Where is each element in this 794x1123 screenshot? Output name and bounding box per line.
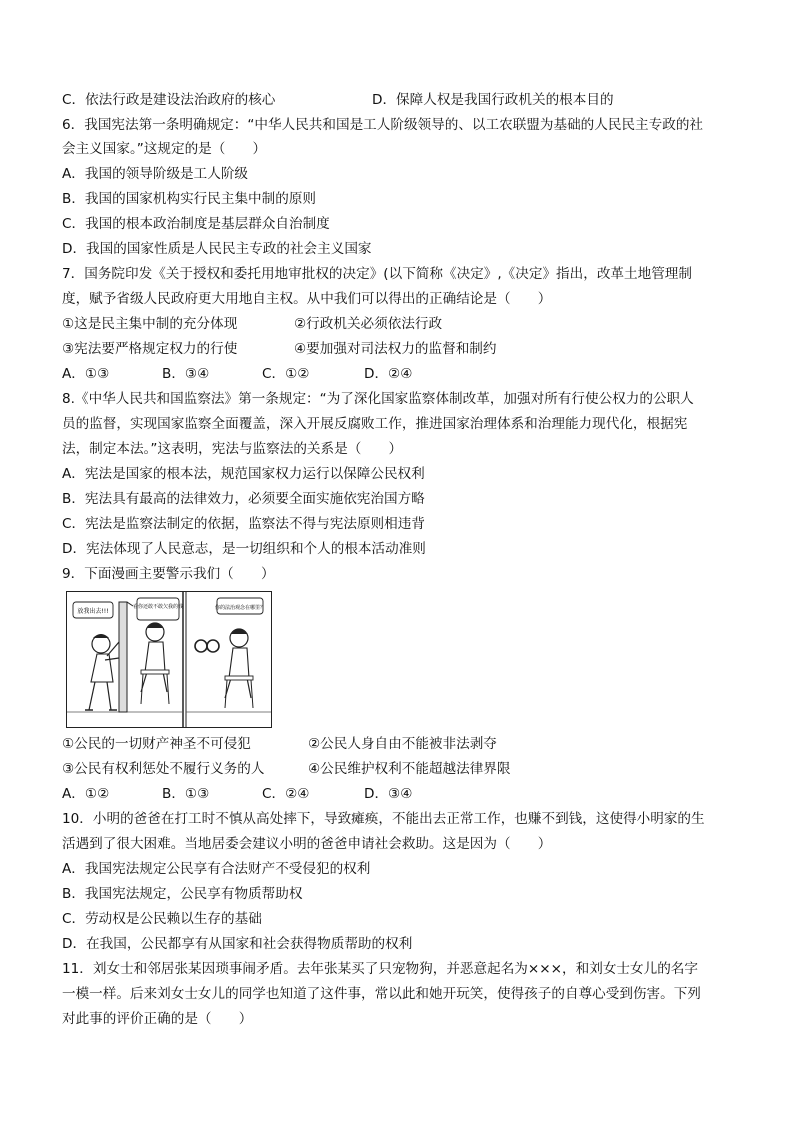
q8-option-a: A．宪法是国家的根本法，规范国家权力运行以保障公民权利 <box>62 466 425 482</box>
statement-4: ④要加强对司法权力的监督和制约 <box>294 341 497 357</box>
question-8-stem-cont1: 员的监督，实现国家监察全面覆盖，深入开展反腐败工作，推进国家治理体系和治理能力现代化，根据宪 <box>62 416 688 432</box>
statement-1: ①公民的一切财产神圣不可侵犯 <box>62 736 251 752</box>
q7-choices <box>62 364 413 384</box>
q8-option-d: D．宪法体现了人民意志，是一切组织和个人的根本活动准则 <box>62 541 426 557</box>
q9-statements-34 <box>62 759 511 779</box>
statement-3: ③公民有权利惩处不履行义务的人 <box>62 761 265 777</box>
question-7-stem-cont: 度，赋予省级人民政府更大用地自主权。从中我们可以得出的正确结论是（ ） <box>62 291 552 307</box>
q6-option-b: B．我国的国家机构实行民主集中制的原则 <box>62 191 317 207</box>
option-d: D．保障人权是我国行政机关的根本目的 <box>372 92 614 108</box>
q10-option-a: A．我国宪法规定公民享有合法财产不受侵犯的权利 <box>62 861 371 877</box>
q6-option-a: A．我国的领导阶级是工人阶级 <box>62 166 249 182</box>
statement-2: ②公民人身自由不能被非法剥夺 <box>308 736 497 752</box>
statement-3: ③宪法要严格规定权力的行使 <box>62 341 238 357</box>
question-6-stem: 6．我国宪法第一条明确规定：“中华人民共和国是工人阶级领导的、以工农联盟为基础的人民民主专政的社 <box>62 117 704 133</box>
question-11-stem-cont1: 一模一样。后来刘女士女儿的同学也知道了这件事，常以此和她开玩笑，使得孩子的自尊心受到伤害。下列 <box>62 986 701 1002</box>
q9-statements-12 <box>62 734 497 754</box>
q10-option-d: D．在我国，公民都享有从国家和社会获得物质帮助的权利 <box>62 936 413 952</box>
question-10-stem: 10．小明的爸爸在打工时不慎从高处摔下，导致瘫痪，不能出去正常工作，也赚不到钱，这使得小明家的生 <box>62 811 705 827</box>
statement-2: ②行政机关必须依法行政 <box>294 316 443 332</box>
comic-drawing <box>67 592 271 727</box>
choice-b: B．①③ <box>162 786 210 802</box>
q6-option-d: D．我国的国家性质是人民民主专政的社会主义国家 <box>62 241 372 257</box>
question-9-stem: 9．下面漫画主要警示我们（ ） <box>62 566 275 582</box>
choice-c: C．①② <box>262 366 310 382</box>
choice-d: D．③④ <box>364 786 413 802</box>
bubble-3-text: 你的法治观念在哪里？ <box>214 605 266 611</box>
statement-1: ①这是民主集中制的充分体现 <box>62 316 238 332</box>
question-11-stem: 11．刘女士和邻居张某因琐事闹矛盾。去年张某买了只宠物狗，并恶意起名为×××，和刘女士女儿的名字 <box>62 961 698 977</box>
q10-option-c: C．劳动权是公民赖以生存的基础 <box>62 911 262 927</box>
statement-4: ④公民维护权利不能超越法律界限 <box>308 761 511 777</box>
question-8-stem: 8.《中华人民共和国监察法》第一条规定：“为了深化国家监察体制改革，加强对所有行使公权力的公职人 <box>62 391 694 407</box>
q10-option-b: B．我国宪法规定，公民享有物质帮助权 <box>62 886 303 902</box>
q9-choices <box>62 784 413 804</box>
bubble-1-text: 放我出去!!! <box>77 608 109 615</box>
comic-illustration <box>66 591 272 728</box>
question-7-stem: 7．国务院印发《关于授权和委托用地审批权的决定》(以下简称《决定》,《决定》指出，改革土地管理制 <box>62 266 692 282</box>
bubble-2-text: 看你还敢不敢欠我的钱 <box>132 604 184 610</box>
choice-d: D．②④ <box>364 366 413 382</box>
question-11-stem-cont2: 对此事的评价正确的是（ ） <box>62 1011 253 1027</box>
question-6-stem-cont: 会主义国家。”这规定的是（ ） <box>62 141 267 157</box>
choice-a: A．①③ <box>62 366 110 382</box>
question-8-stem-cont2: 法，制定本法。”这表明，宪法与监察法的关系是（ ） <box>62 441 403 457</box>
choice-b: B．③④ <box>162 366 210 382</box>
option-c: C．依法行政是建设法治政府的核心 <box>62 92 276 108</box>
q5-options-cd <box>62 90 614 110</box>
q7-statements-12 <box>62 314 443 334</box>
q6-option-c: C．我国的根本政治制度是基层群众自治制度 <box>62 216 330 232</box>
choice-c: C．②④ <box>262 786 310 802</box>
question-10-stem-cont: 活遇到了很大困难。当地居委会建议小明的爸爸申请社会救助。这是因为（ ） <box>62 836 552 852</box>
q7-statements-34 <box>62 339 497 359</box>
choice-a: A．①② <box>62 786 110 802</box>
q8-option-b: B．宪法具有最高的法律效力，必须要全面实施依宪治国方略 <box>62 491 425 507</box>
q8-option-c: C．宪法是监察法制定的依据，监察法不得与宪法原则相违背 <box>62 516 425 532</box>
